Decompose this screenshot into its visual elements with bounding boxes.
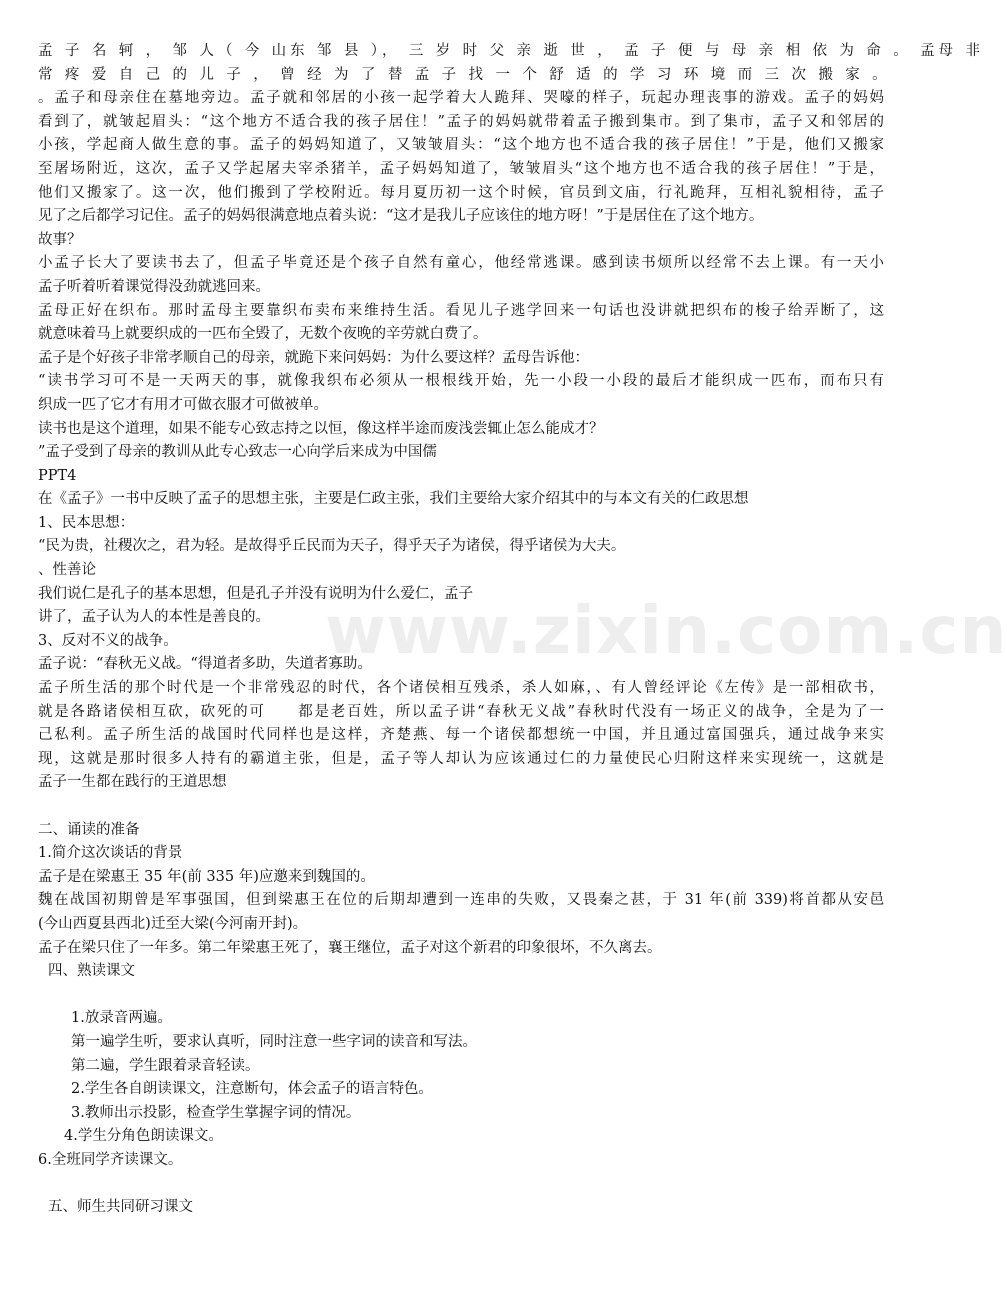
text-line: 见了之后都学习记住。孟子的妈妈很满意地点着头说：“这才是我儿子应该住的地方呀！”于是居住在了这个地方。: [38, 208, 764, 225]
text-line: 就意味着马上就要织成的一匹布全毁了，无数个夜晚的辛劳就白费了。: [38, 326, 488, 343]
blank-line: [38, 984, 884, 1008]
text-line: 讲了，孟子认为人的本性是善良的。: [38, 609, 270, 626]
text-line: 魏在战国初期曾是军事强国，但到梁惠王在位的后期却遭到一连串的失败，又畏秦之甚，于 31 年(前 339)将首都从安邑: [38, 892, 884, 909]
text-line: 己私利。孟子所生活的战国时代同样也是这样，齐楚燕、每一个诸侯都想统一中国，并且通过富国强兵，通过战争来实: [38, 727, 884, 744]
text-line: “民为贵，社稷次之，君为轻。是故得乎丘民而为天子，得乎天子为诸侯，得乎诸侯为大夫。: [38, 538, 626, 555]
text-line: 孟子是在梁惠王 35 年(前 335 年)应邀来到魏国的。: [38, 868, 375, 885]
text-line: 在《孟子》一书中反映了孟子的思想主张，主要是仁政主张，我们主要给大家介绍其中的与本文有关的仁政思想: [38, 491, 749, 508]
text-line: 孟 子 名 轲 ， 邹 人（ 今 山东 邹 县 ）， 三 岁 时 父 亲 逝 世 ， 孟 子 便 与 母 亲 相 依 为 命 。 孟母 非: [38, 43, 984, 59]
text-line: 常 疼 爱 自 己 的 儿 子 ， 曾 经 为 了 替 孟 子 找 一 个 舒 适 的 学 习 环 境 而 三 次 搬 家 。: [38, 66, 891, 83]
text-line: 孟子说：“春秋无义战。“得道者多助，失道者寡助。: [38, 656, 372, 673]
text-line: ”孟子受到了母亲的教训从此专心致志一心向学后来成为中国儒: [38, 444, 437, 461]
list-item: 6.全班同学齐读课文。: [38, 1151, 183, 1168]
list-item: 第二遍，学生跟着录音轻读。: [71, 1057, 260, 1074]
text-line: 至屠场附近，这次，孟子又学起屠夫宰杀猪羊，孟子妈妈知道了，皱皱眉头“这个地方也不适合我的孩子居住！”于是，: [38, 160, 884, 177]
text-line: 他们又搬家了。这一次，他们搬到了学校附近。每月夏历初一这个时候，官员到文庙，行礼跪拜，互相礼貌相待，孟子: [38, 184, 884, 201]
text-line: 孟子所生活的那个时代是一个非常残忍的时代，各个诸侯相互残杀，杀人如麻，、有人曾经评论《左传》是一部相砍书，: [38, 680, 884, 697]
list-item: 2.学生各自朗读课文，注意断句，体会孟子的语言特色。: [71, 1081, 433, 1098]
text-line: (今山西夏县西北)迁至大梁(今河南开封)。: [38, 915, 308, 932]
text-line: 孟子是个好孩子非常孝顺自己的母亲，就跪下来问妈妈：为什么要这样？孟母告诉他：: [38, 349, 589, 366]
section-heading: 1、民本思想：: [38, 514, 135, 531]
list-item: 3.教师出示投影，检查学生掌握字词的情况。: [71, 1104, 361, 1121]
list-item: 1.放录音两遍。: [71, 1010, 172, 1027]
text-line: 孟母正好在织布。那时孟母主要靠织布卖布来维持生活。看见儿子逃学回来一句话也没讲就把织布的梭子给弄断了，这: [38, 302, 884, 319]
text-line: 织成一匹了它才有用才可做衣服才可做被单。: [38, 396, 328, 413]
text-line: 孟子听着听着课觉得没劲就逃回来。: [38, 278, 270, 295]
blank-line: [38, 795, 884, 819]
watermark-logo: www.zixin.com.cn: [325, 592, 1007, 669]
section-heading: 二、诵读的准备: [38, 821, 140, 838]
text-line: 。孟子和母亲住在墓地旁边。孟子就和邻居的小孩一起学着大人跪拜、哭嚎的样子，玩起办理丧事的游戏。孟子的妈妈: [38, 90, 884, 107]
text-line: 小孩，学起商人做生意的事。孟子的妈妈知道了，又皱皱眉头：“这个地方也不适合我的孩子居住！”于是，他们又搬家: [38, 137, 884, 154]
text-line: 看到了，就皱起眉头：“这个地方不适合我的孩子居住！”孟子的妈妈就带着孟子搬到集市。到了集市，孟子又和邻居的: [38, 113, 884, 130]
section-heading: 3、反对不义的战争。: [38, 632, 178, 649]
text-line: 故事？: [38, 231, 82, 248]
text-line: 我们说仁是孔子的基本思想，但是孔子并没有说明为什么爱仁，孟子: [38, 585, 473, 602]
text-line: 读书也是这个道理，如果不能专心致志持之以恒，像这样半途而废浅尝辄止怎么能成才？: [38, 420, 604, 437]
document-body: [38, 40, 984, 1220]
text-line: 孟子一生都在践行的王道思想: [38, 774, 227, 791]
text-line: 现，这就是那时很多人持有的霸道主张，但是，孟子等人却认为应该通过仁的力量使民心归附这样来实现统一，这就是: [38, 750, 884, 767]
list-item: 4.学生分角色朗读课文。: [64, 1128, 223, 1145]
text-line: 孟子在梁只住了一年多。第二年梁惠王死了，襄王继位，孟子对这个新君的印象很坏，不久离去。: [38, 939, 662, 956]
text-line: 小孟子长大了要读书去了，但孟子毕竟还是个孩子自然有童心，他经常逃课。感到读书烦所以经常不去上课。有一天小: [38, 255, 884, 272]
list-item: 第一遍学生听，要求认真听，同时注意一些字词的读音和写法。: [71, 1033, 477, 1050]
blank-line: [38, 1173, 884, 1197]
section-heading: 五、师生共同研习课文: [48, 1199, 193, 1216]
section-heading: 四、熟读课文: [48, 963, 135, 980]
section-heading: 、性善论: [38, 562, 96, 579]
section-label: PPT4: [38, 467, 77, 484]
text-line: 就是各路诸侯相互砍，砍死的可 都是老百姓，所以孟子讲“春秋无义战”春秋时代没有一场正义的战争，全是为了一: [38, 703, 884, 720]
text-line: “读书学习可不是一天两天的事，就像我织布必须从一根根线开始，先一小段一小段的最后才能织成一匹布，而布只有: [38, 373, 884, 390]
subsection-heading: 1.简介这次谈话的背景: [38, 845, 183, 862]
